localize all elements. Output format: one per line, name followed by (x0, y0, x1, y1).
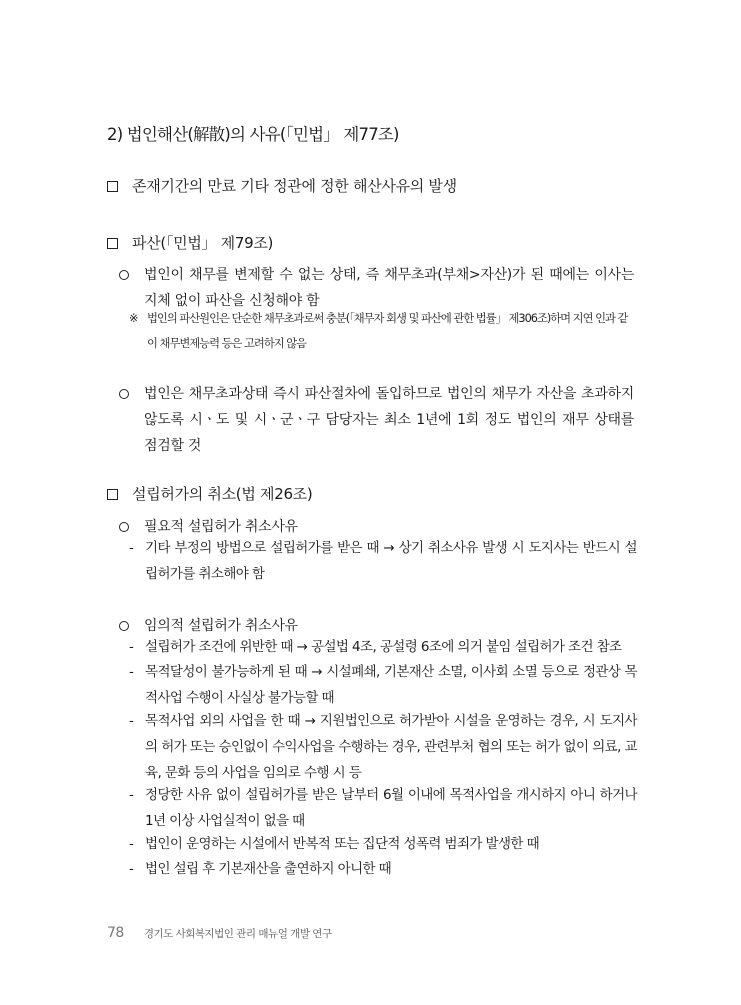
dash-item-text: 정당한 사유 없이 설립허가를 받은 날부터 6월 이내에 목적사업을 개시하지 아니 하거나 1년 이상 사업실적이 없을 때 (145, 787, 637, 829)
dash-mark: - (129, 540, 134, 556)
square-item-text: 설립허가의 취소(법 제26조) (132, 485, 313, 503)
circle-bullet-icon (119, 621, 129, 631)
note-text: 법인의 파산원인은 단순한 채무초과로써 충분(「채무자 회생 및 파산에 관한 법률」 제306조)하며 지연 인과 같이 채무변제능력 등은 고려하지 않음 (147, 312, 628, 350)
circle-item-text: 필요적 설립허가 취소사유 (144, 519, 298, 535)
square-item-text: 파산(「민법」 제79조) (132, 234, 274, 252)
dash-item-text: 법인 설립 후 기본재산을 출연하지 아니한 때 (145, 861, 392, 877)
square-bullet-icon (107, 489, 118, 500)
square-bullet-icon (107, 238, 118, 249)
dash-mark: - (129, 836, 134, 852)
circle-bullet-icon (119, 522, 129, 532)
dash-item-text: 설립허가 조건에 위반한 때 → 공설법 4조, 공설령 6조에 의거 붙임 설립허가 조건 참조 (145, 639, 622, 655)
circle-bullet-icon (119, 389, 129, 399)
page-footer (107, 922, 332, 941)
dash-mark: - (129, 861, 134, 877)
footer-title: 경기도 사회복지법인 관리 매뉴얼 개발 연구 (143, 928, 332, 940)
circle-item-text: 임의적 설립허가 취소사유 (144, 618, 298, 634)
square-item-text: 존재기간의 만료 기타 정관에 정한 해산사유의 발생 (132, 177, 457, 195)
section-heading: 2) 법인해산(解散)의 사유(「민법」 제77조) (107, 125, 399, 144)
dash-mark: - (129, 787, 134, 803)
circle-item-text: 법인은 채무초과상태 즉시 파산절차에 돌입하므로 법인의 채무가 자산을 초과하지 않도록 시ㆍ도 및 시ㆍ군ㆍ구 담당자는 최소 1년에 1회 정도 법인의 재무 상태를 점검할 것 (144, 386, 634, 454)
dash-item-text: 목적사업 외의 사업을 한 때 → 지원법인으로 허가받아 시설을 운영하는 경우, 시 도지사의 허가 또는 승인없이 수익사업을 수행하는 경우, 관련부처 협의 또는 허가 없이 의료, 교육, 문화 등의 사업을 임의로 수행 시 등 (145, 713, 637, 781)
dash-mark: - (129, 713, 134, 729)
dash-mark: - (129, 664, 134, 680)
page-number: 78 (107, 925, 124, 941)
circle-bullet-icon (119, 270, 129, 280)
dash-item-text: 기타 부정의 방법으로 설립허가를 받은 때 → 상기 취소사유 발생 시 도지사는 반드시 설립허가를 취소해야 함 (145, 540, 637, 582)
dash-mark: - (129, 639, 134, 655)
square-item-bankruptcy (107, 232, 273, 253)
square-item-dissolution-period (107, 175, 457, 196)
square-item-revocation (107, 483, 312, 504)
square-bullet-icon (107, 181, 118, 192)
note-mark: ※ (129, 312, 138, 325)
circle-item-text: 법인이 채무를 변제할 수 없는 상태, 즉 채무초과(부채>자산)가 된 때에는 이사는 지체 없이 파산을 신청해야 함 (144, 267, 634, 309)
dash-item-text: 법인이 운영하는 시설에서 반복적 또는 집단적 성폭력 범죄가 발생한 때 (145, 836, 540, 852)
dash-item-text: 목적달성이 불가능하게 된 때 → 시설폐쇄, 기본재산 소멸, 이사회 소멸 등으로 정관상 목적사업 수행이 사실상 불가능할 때 (145, 664, 637, 706)
